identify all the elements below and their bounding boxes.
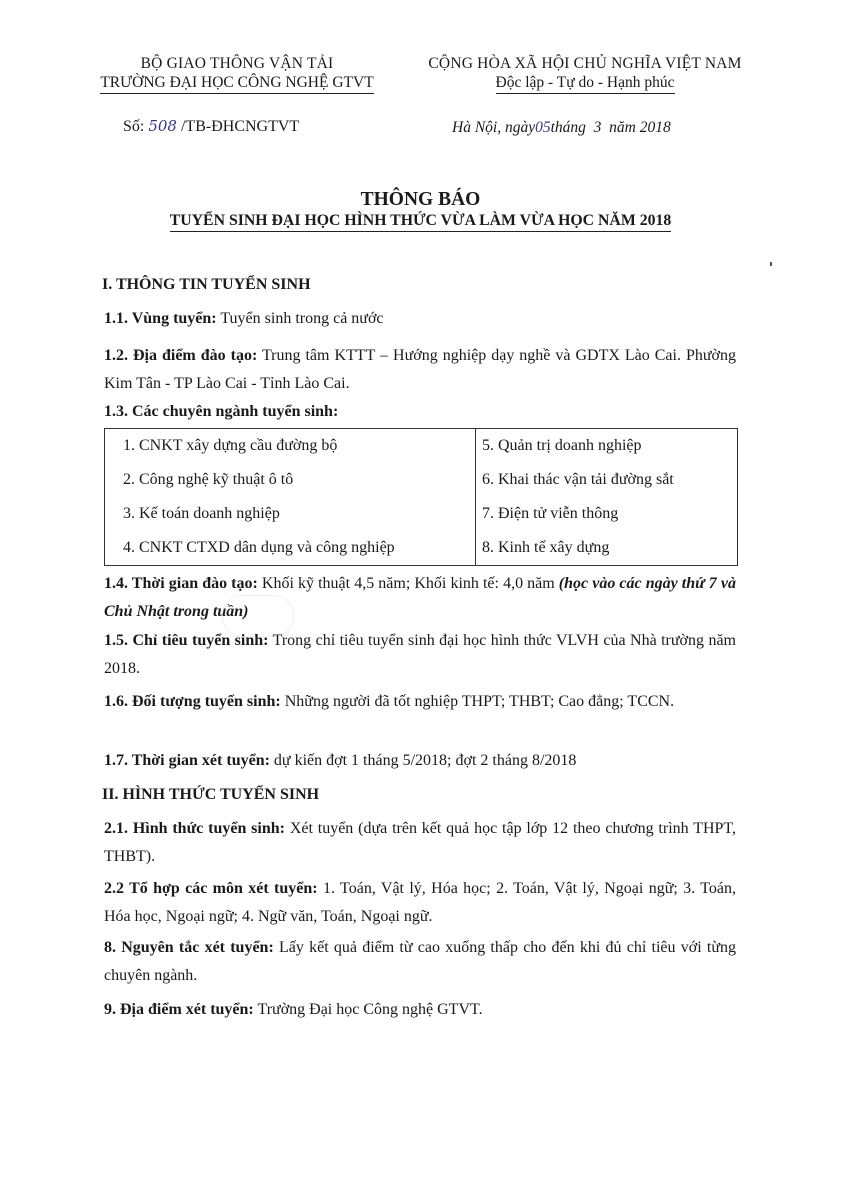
table-cell: 2. Công nghệ kỹ thuật ô tô bbox=[105, 463, 476, 497]
table-row bbox=[105, 531, 738, 566]
item-1-4: 1.4. Thời gian đào tạo: Khối kỹ thuật 4,5 năm; Khối kinh tế: 4,0 năm (học vào các ngày thứ 7 và Chủ Nhật trong tuần) bbox=[104, 575, 736, 620]
handwritten-number: 508 bbox=[148, 117, 177, 135]
table-cell: 1. CNKT xây dựng cầu đường bộ bbox=[105, 429, 476, 464]
majors-table bbox=[104, 428, 738, 566]
ministry-name: BỘ GIAO THÔNG VẬN TẢI bbox=[140, 55, 334, 72]
section-2-heading: II. HÌNH THỨC TUYỂN SINH bbox=[102, 786, 320, 803]
school-name: TRƯỜNG ĐẠI HỌC CÔNG NGHỆ GTVT bbox=[100, 73, 373, 94]
table-cell: 4. CNKT CTXD dân dụng và công nghiệp bbox=[105, 531, 476, 566]
document-subtitle: TUYỂN SINH ĐẠI HỌC HÌNH THỨC VỪA LÀM VỪA HỌC NĂM 2018 bbox=[0, 212, 841, 232]
scan-speck bbox=[770, 262, 772, 266]
document-date: Hà Nội, ngày05tháng 3 năm 2018 bbox=[452, 119, 671, 136]
item-1-1: 1.1. Vùng tuyển: Tuyển sinh trong cả nước bbox=[104, 310, 384, 327]
item-2-1: 2.1. Hình thức tuyển sinh: Xét tuyển (dựa trên kết quả học tập lớp 12 theo chương trình THPT, THBT). bbox=[104, 820, 737, 865]
table-cell: 7. Điện tử viễn thông bbox=[482, 505, 619, 522]
item-1-5: 1.5. Chỉ tiêu tuyển sinh: Trong chỉ tiêu tuyển sinh đại học hình thức VLVH của Nhà trường năm 2018. bbox=[104, 632, 737, 677]
item-1-3: 1.3. Các chuyên ngành tuyển sinh: bbox=[104, 403, 339, 420]
document-number: Số: 508 /TB-ĐHCNGTVT bbox=[123, 117, 300, 135]
item-1-7: 1.7. Thời gian xét tuyển: dự kiến đợt 1 tháng 5/2018; đợt 2 tháng 8/2018 bbox=[104, 752, 577, 769]
item-1-6: 1.6. Đối tượng tuyển sinh: Những người đã tốt nghiệp THPT; THBT; Cao đẳng; TCCN. bbox=[104, 693, 675, 710]
table-cell: 5. Quản trị doanh nghiệp bbox=[482, 437, 642, 454]
table-cell: 6. Khai thác vận tải đường sắt bbox=[482, 471, 674, 488]
handwritten-day: 05 bbox=[535, 119, 551, 136]
national-motto-block bbox=[420, 54, 750, 94]
item-1-2: 1.2. Địa điểm đào tạo: Trung tâm KTTT – Hướng nghiệp dạy nghề và GDTX Lào Cai. Phường Kim Tân - TP Lào Cai - Tỉnh Lào Cai. bbox=[104, 347, 736, 392]
table-cell: 3. Kế toán doanh nghiệp bbox=[105, 497, 476, 531]
republic-name: CỘNG HÒA XÃ HỘI CHỦ NGHĨA VIỆT NAM bbox=[428, 55, 742, 72]
table-cell: 8. Kinh tế xây dựng bbox=[482, 539, 610, 556]
issuer-block bbox=[92, 54, 382, 94]
item-2-2: 2.2 Tổ hợp các môn xét tuyển: 1. Toán, Vật lý, Hóa học; 2. Toán, Vật lý, Ngoại ngữ; 3. Toán, Hóa học, Ngoại ngữ; 4. Ngữ văn, Toán, Ngoại ngữ. bbox=[104, 880, 737, 925]
motto: Độc lập - Tự do - Hạnh phúc bbox=[496, 73, 675, 94]
table-row bbox=[105, 429, 738, 464]
table-row bbox=[105, 497, 738, 531]
item-9: 9. Địa điểm xét tuyển: Trường Đại học Công nghệ GTVT. bbox=[104, 1001, 483, 1018]
document-title: THÔNG BÁO bbox=[360, 189, 481, 210]
section-1-heading: I. THÔNG TIN TUYỂN SINH bbox=[102, 276, 311, 293]
table-row bbox=[105, 463, 738, 497]
item-8: 8. Nguyên tắc xét tuyển: Lấy kết quả điểm từ cao xuống thấp cho đến khi đủ chỉ tiêu với từng chuyên ngành. bbox=[104, 939, 736, 984]
